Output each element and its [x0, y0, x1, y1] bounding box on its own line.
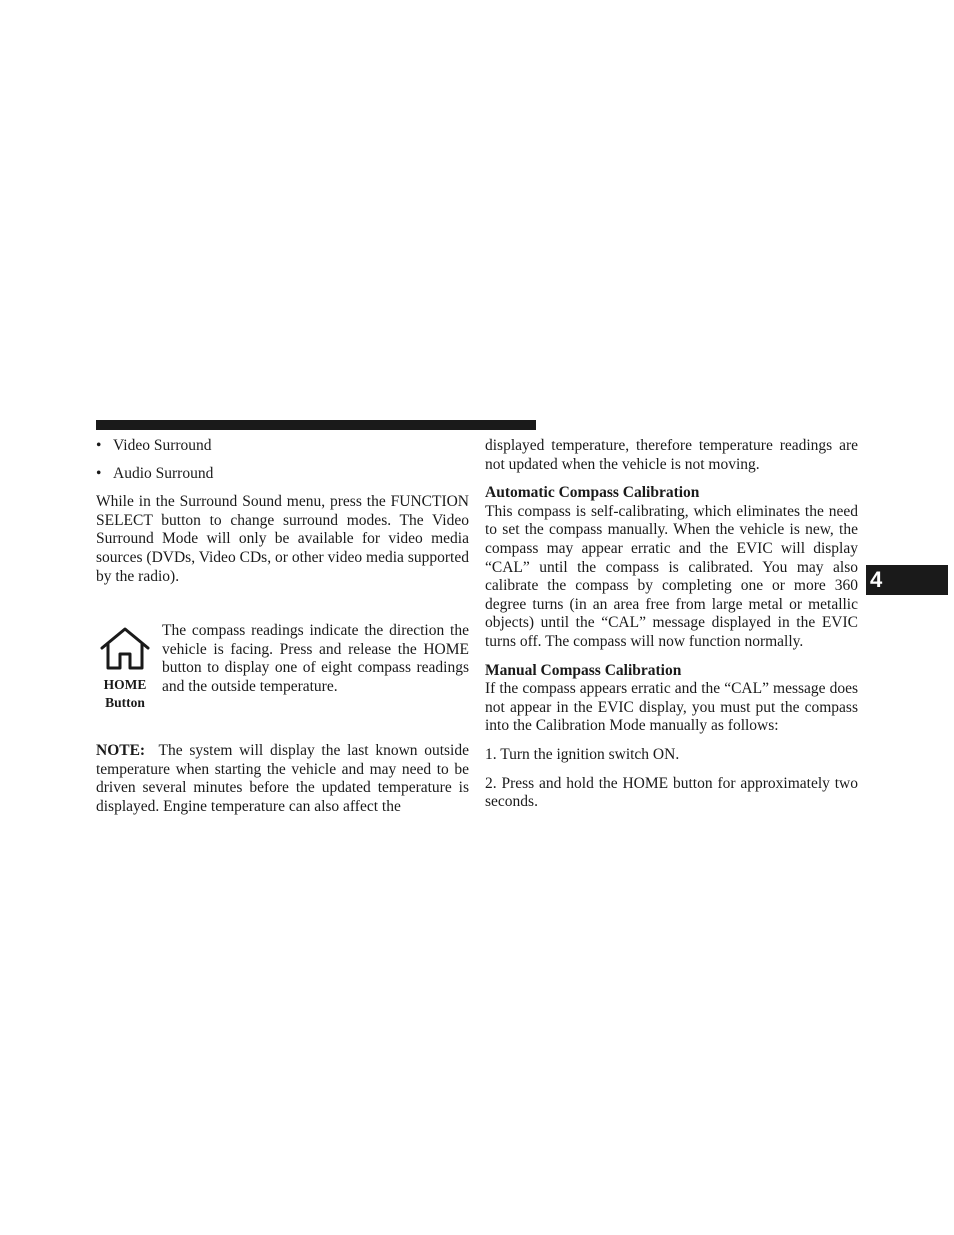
left-column	[96, 437, 469, 817]
icon-caption-button: Button	[105, 695, 145, 711]
note-text: The system will display the last known outside temperature when starting the vehicle and may need to be driven several minutes before the updated temperature is displayed. Engine temperature can also affect the	[96, 742, 469, 815]
header-rule	[96, 420, 536, 430]
compass-block	[96, 622, 469, 712]
compass-paragraph: The compass readings indicate the direction the vehicle is facing. Press and release the HOME button to display one of eight compass readings and the outside temperature.	[162, 622, 469, 695]
manual-calibration-paragraph: If the compass appears erratic and the “CAL” message does not appear in the EVIC display, you must put the compass into the Calibration Mode manually as follows:	[485, 680, 858, 735]
note-label: NOTE:	[96, 742, 146, 760]
list-item	[96, 465, 469, 484]
list-item	[96, 437, 469, 456]
step-2: 2. Press and hold the HOME button for approximately two seconds.	[485, 774, 858, 811]
auto-calibration-paragraph: This compass is self-calibrating, which eliminates the need to set the compass manually. When the vehicle is new, the compass may appear erratic and the EVIC will display “CAL” until the compass is calibrated. You may also calibrate the compass by completing one or more 360 degree turns (in an area free from large metal or metallic objects) until the “CAL” message displayed in the EVIC turns off. The compass will now function normally.	[485, 502, 858, 650]
note-paragraph	[96, 742, 469, 816]
bullet-icon: •	[96, 437, 102, 454]
bullet-text: Audio Surround	[113, 464, 214, 482]
surround-paragraph: While in the Surround Sound menu, press the FUNCTION SELECT button to change surround modes. The Video Surround Mode will only be available for video media sources (DVDs, Video CDs, or other video media supported by the radio).	[96, 493, 469, 585]
right-column	[485, 437, 858, 812]
bullet-text: Video Surround	[113, 437, 212, 454]
manual-calibration-heading: Manual Compass Calibration	[485, 661, 682, 679]
chapter-number: 4	[870, 567, 883, 592]
bullet-icon: •	[96, 464, 102, 482]
step-1: 1. Turn the ignition switch ON.	[485, 745, 680, 763]
icon-caption-home: HOME	[103, 677, 147, 693]
home-icon	[99, 626, 151, 672]
auto-calibration-heading: Automatic Compass Calibration	[485, 484, 700, 502]
continued-paragraph: displayed temperature, therefore temperature readings are not updated when the vehicle is not moving.	[485, 437, 858, 473]
home-button-figure	[96, 622, 154, 712]
chapter-tab	[866, 565, 948, 595]
